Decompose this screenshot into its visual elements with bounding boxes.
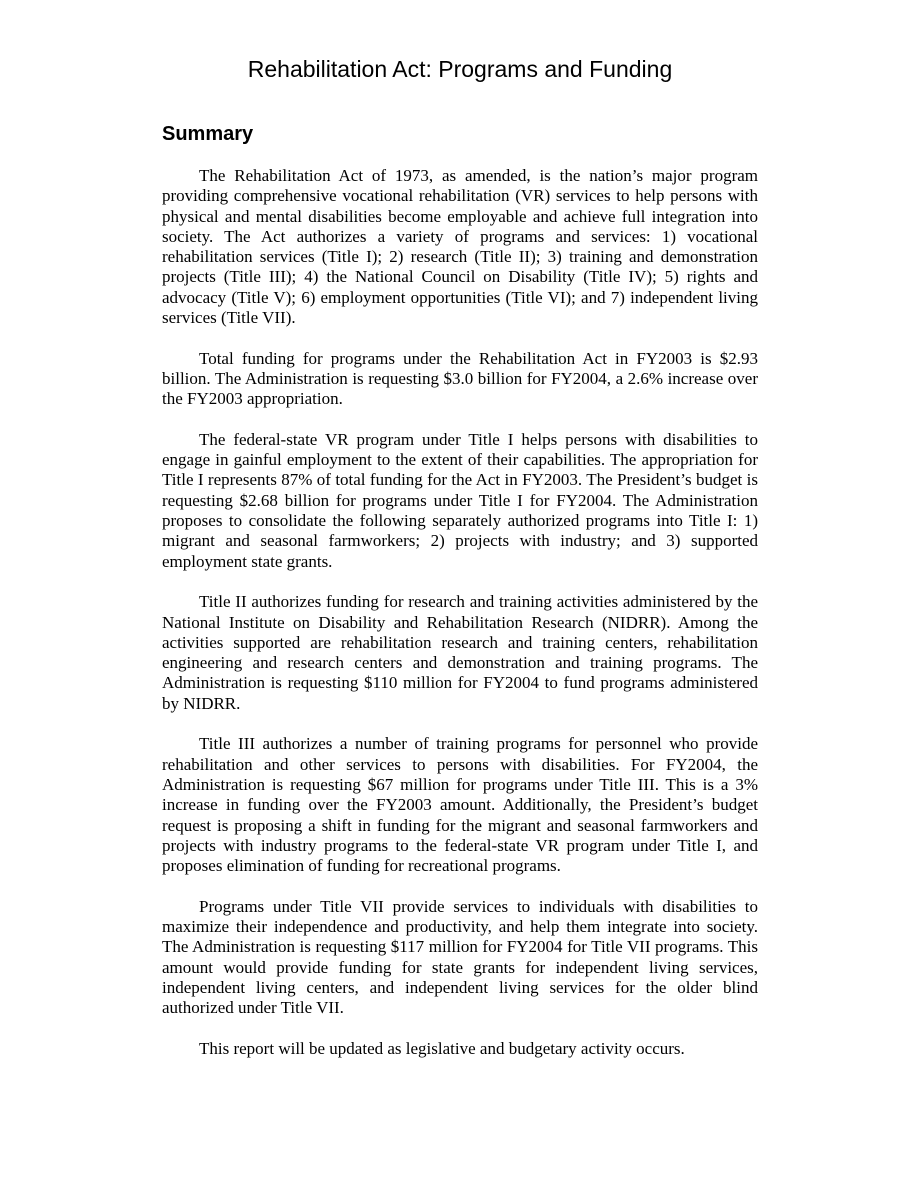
paragraph-title-three: Title III authorizes a number of training programs for personnel who provide rehabilitation and other services to persons with disabilities. For FY2004, the Administration is requesting $67 million for programs under Title III. This is a 3% increase in funding over the FY2003 amount. Additionally, the President’s budget request is proposing a shift in funding for the migrant and seasonal farmworkers and projects with industry programs to the federal-state VR program under Title I, and proposes elimination of funding for recreational programs. xyxy=(162,734,758,876)
document-title: Rehabilitation Act: Programs and Funding xyxy=(247,56,673,82)
summary-body xyxy=(162,166,758,1079)
paragraph-overview: The Rehabilitation Act of 1973, as amended, is the nation’s major program providing comprehensive vocational rehabilitation (VR) services to help persons with physical and mental disabilities become employable and achieve full integration into society. The Act authorizes a variety of programs and services: 1) vocational rehabilitation services (Title I); 2) research (Title II); 3) training and demonstration projects (Title III); 4) the National Council on Disability (Title IV); 5) rights and advocacy (Title V); 6) employment opportunities (Title VI); and 7) independent living services (Title VII). xyxy=(162,166,758,328)
paragraph-update-note: This report will be updated as legislative and budgetary activity occurs. xyxy=(199,1038,685,1058)
section-heading-summary: Summary xyxy=(162,123,254,145)
paragraph-title-two: Title II authorizes funding for research and training activities administered by the National Institute on Disability and Rehabilitation Research (NIDRR). Among the activities supported are rehabilitation research and training centers, rehabilitation engineering and research centers and demonstration and training programs. The Administration is requesting $110 million for FY2004 to fund programs administered by NIDRR. xyxy=(162,592,758,713)
paragraph-title-seven: Programs under Title VII provide services to individuals with disabilities to maximize their independence and productivity, and help them integrate into society. The Administration is requesting $117 million for FY2004 for Title VII programs. This amount would provide funding for state grants for independent living services, independent living centers, and independent living services for the older blind authorized under Title VII. xyxy=(162,896,758,1018)
paragraph-total-funding: Total funding for programs under the Rehabilitation Act in FY2003 is $2.93 billion. The Administration is requesting $3.0 billion for FY2004, a 2.6% increase over the FY2003 appropriation. xyxy=(162,348,758,409)
paragraph-title-one: The federal-state VR program under Title I helps persons with disabilities to engage in gainful employment to the extent of their capabilities. The appropriation for Title I represents 87% of total funding for the Act in FY2003. The President’s budget is requesting $2.68 billion for programs under Title I for FY2004. The Administration proposes to consolidate the following separately authorized programs into Title I: 1) migrant and seasonal farmworkers; 2) projects with industry; and 3) supported employment state grants. xyxy=(162,429,758,571)
